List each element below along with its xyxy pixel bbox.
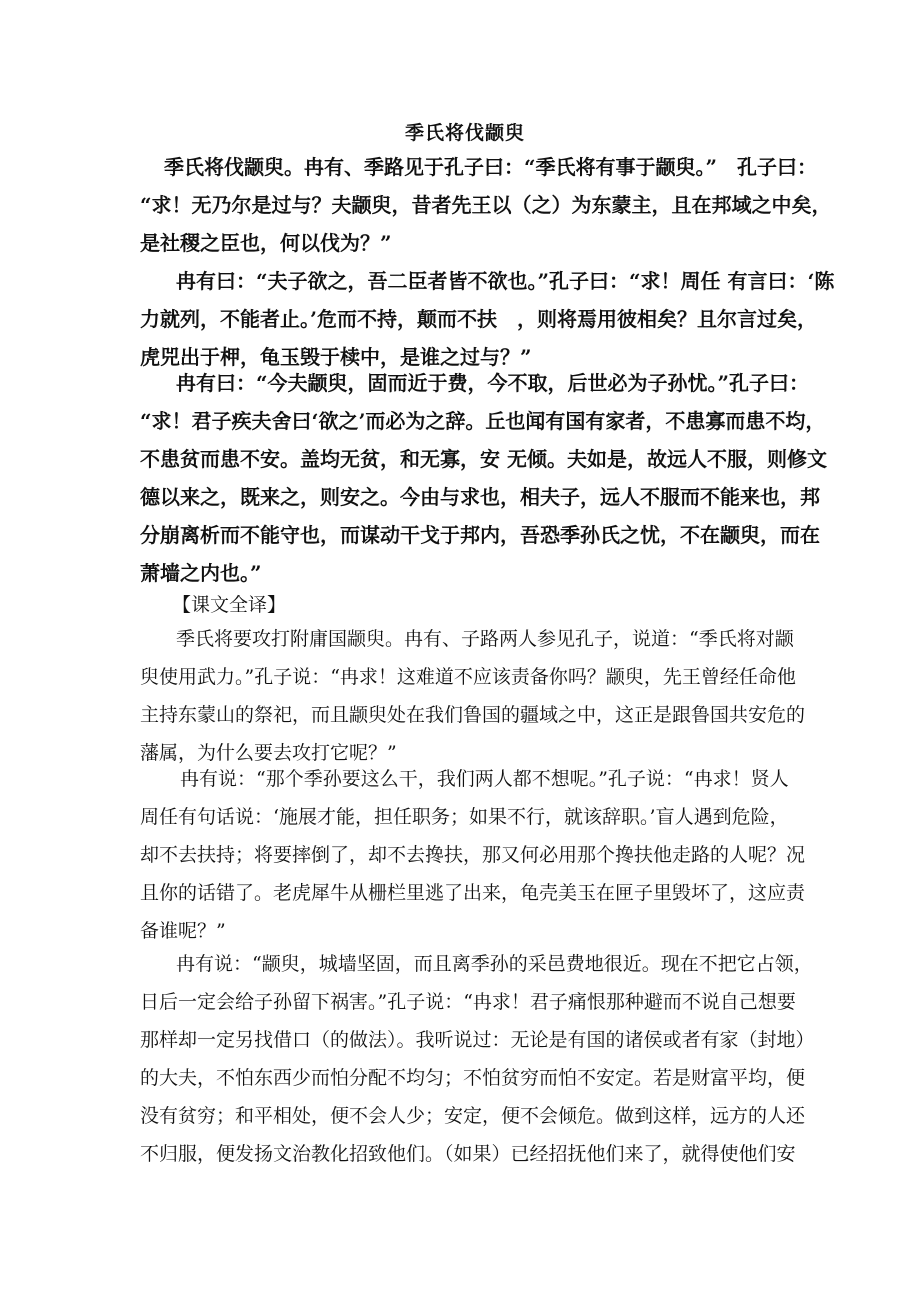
text-line: 冉有曰：“今夫颛臾，固而近于费，今不取，后世必为子孙忧。”孔子曰： bbox=[176, 371, 810, 395]
text-line: “求！君子疾夫舍曰‘欲之’而必为之辞。丘也闻有国有家者，不患寡而患不均， bbox=[140, 409, 826, 433]
text-line: 不归服，便发扬文治教化招致他们。（如果）已经招抚他们来了，就得使他们安 bbox=[140, 1143, 796, 1165]
text-line: 冉有说：“那个季孙要这么干，我们两人都不想呢。”孔子说：“冉求！贤人 bbox=[180, 768, 789, 790]
text-line: 季氏将要攻打附庸国颛臾。冉有、子路两人参见孔子，说道：“季氏将对颛 bbox=[176, 628, 794, 650]
text-line: 主持东蒙山的祭祀，而且颛臾处在我们鲁国的疆域之中，这正是跟鲁国共安危的 bbox=[140, 704, 806, 726]
text-line: 藩属，为什么要去攻打它呢？” bbox=[140, 742, 397, 764]
text-line: 日后一定会给子孙留下祸害。”孔子说：“冉求！君子痛恨那种避而不说自己想要 bbox=[140, 991, 796, 1013]
translation-paragraph-1 bbox=[140, 620, 806, 772]
original-paragraph-2 bbox=[140, 262, 835, 376]
text-line: 分崩离析而不能守也，而谋动干戈于邦内，吾恐季孙氏之忧，不在颛臾，而在 bbox=[140, 523, 820, 547]
text-line: 备谁呢？” bbox=[140, 920, 226, 942]
text-line: 冉有曰：“夫子欲之，吾二臣者皆不欲也。”孔子曰：“求！周任 有言曰：‘陈 bbox=[176, 269, 835, 293]
text-line: 周任有句话说：‘施展才能，担任职务；如果不行，就该辞职。’盲人遇到危险， bbox=[140, 806, 789, 828]
text-line: 的大夫，不怕东西少而怕分配不均匀；不怕贫穷而怕不安定。若是财富平均，便 bbox=[140, 1067, 806, 1089]
text-line: 冉有说：“颛臾，城墙坚固，而且离季孙的采邑费地很近。现在不把它占领， bbox=[176, 953, 813, 975]
original-paragraph-3 bbox=[140, 364, 827, 592]
translation-heading: 【课文全译】 bbox=[172, 594, 287, 616]
text-line: 那样却一定另找借口（的做法）。我听说过：无论是有国的诸侯或者有家（封地） bbox=[140, 1029, 815, 1051]
text-line: 没有贫穷；和平相处，便不会人少；安定，便不会倾危。做到这样，远方的人还 bbox=[140, 1105, 806, 1127]
text-line: 却不去扶持；将要摔倒了，却不去搀扶，那又何必用那个搀扶他走路的人呢？况 bbox=[140, 844, 806, 866]
text-line: 虎兕出于柙，龟玉毁于椟中，是谁之过与？” bbox=[140, 345, 532, 369]
text-line: 力就列，不能者止。’危而不持，颠而不扶 ，则将焉用彼相矣？且尔言过矣， bbox=[140, 307, 817, 331]
text-line: 臾使用武力。”孔子说：“冉求！这难道不应该责备你吗？颛臾，先王曾经任命他 bbox=[140, 666, 796, 688]
text-line: 萧墙之内也。” bbox=[140, 561, 262, 585]
document-title: 季氏将伐颛臾 bbox=[404, 122, 525, 144]
text-line: 是社稷之臣也，何以伐为？” bbox=[140, 231, 392, 255]
text-line: 不患贫而患不安。盖均无贫，和无寡，安 无倾。夫如是，故远人不服，则修文 bbox=[140, 447, 827, 471]
text-line: 且你的话错了。老虎犀牛从栅栏里逃了出来，龟壳美玉在匣子里毁坏了，这应责 bbox=[140, 882, 806, 904]
text-line: 德以来之，既来之，则安之。今由与求也，相夫子，远人不服而不能来也，邦 bbox=[140, 485, 820, 509]
text-line: “求！无乃尔是过与？夫颛臾，昔者先王以（之）为东蒙主，且在邦域之中矣， bbox=[140, 193, 832, 217]
text-line: 季氏将伐颛臾。冉有、季路见于孔子曰：“季氏将有事于颛臾。” 孔子曰： bbox=[164, 155, 818, 179]
translation-paragraph-2 bbox=[140, 760, 806, 950]
translation-paragraph-3 bbox=[140, 945, 815, 1173]
original-paragraph-1 bbox=[140, 148, 832, 262]
